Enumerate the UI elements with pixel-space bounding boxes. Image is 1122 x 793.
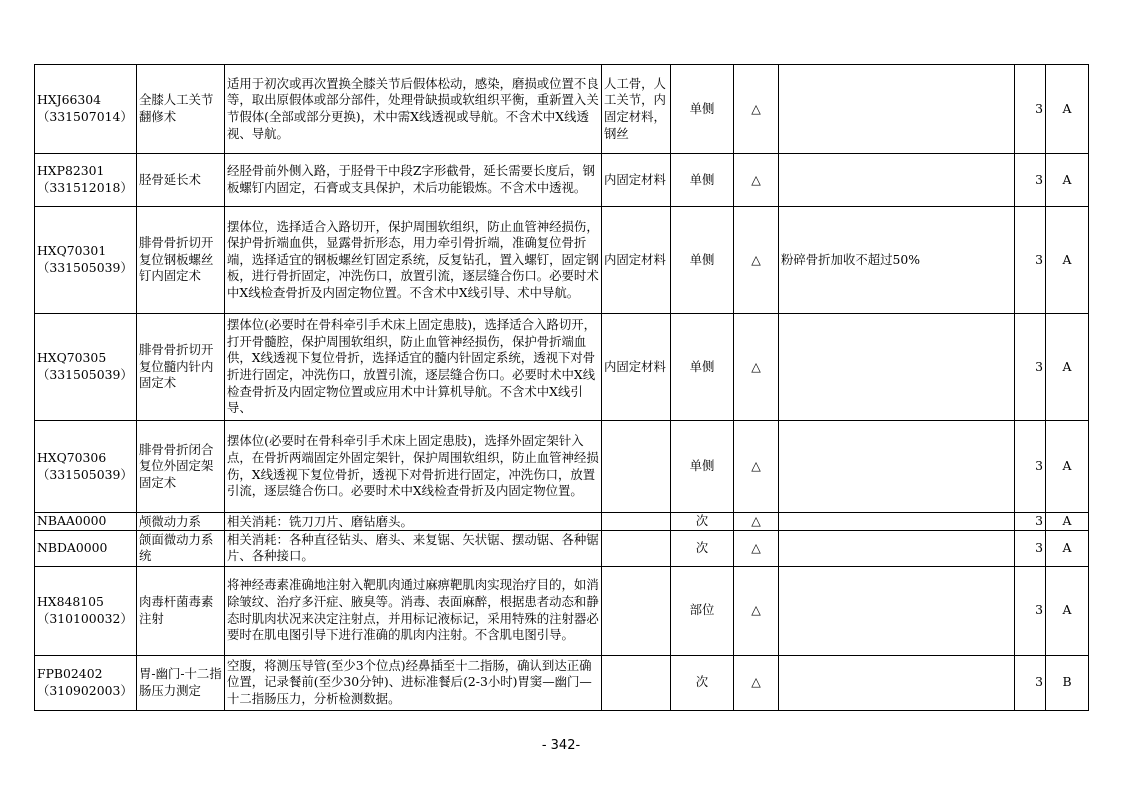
item-unit: 单侧 — [689, 171, 715, 187]
item-code: HXJ66304 — [37, 92, 102, 108]
item-unit: 次 — [695, 539, 709, 555]
unit-cell — [671, 65, 734, 154]
level-cell — [1015, 314, 1046, 421]
item-code: NBAA0000 — [37, 513, 107, 528]
item-description: 摆体位(必要时在骨科牵引手术床上固定患肢)，选择适合入路切开，打开骨髓腔，保护周围软组织，防止血管神经损伤，保护骨折端血供，X线透视下复位骨折，选择适宜的髓内针固定系统，透视下对骨折进行固定，冲洗伤口，放置引流，逐层缝合伤口。必要时术中X线检查骨折及内固定物位置或应用术中计算机导航。不含术中X线引导、 — [227, 317, 596, 416]
item-material: 人工骨，人工关节，内固定材料，钢丝 — [604, 75, 666, 141]
item-material: 内固定材料 — [604, 171, 666, 187]
name-cell — [137, 421, 225, 513]
material-cell — [602, 513, 671, 531]
item-description: 适用于初次或再次置换全膝关节后假体松动，感染，磨损或位置不良等，取出原假体或部分部件，处理骨缺损或软组织平衡，重新置入关节假体(全部或部分更换)，术中需X线透视或导航。不含术中X线透视、导航。 — [227, 75, 599, 141]
item-description: 摆体位(必要时在骨科牵引手术床上固定患肢)，选择外固定架针入点，在骨折两端固定外固定架针，保护周围软组织，防止血管神经损伤，X线透视下复位骨折，透视下对骨折进行固定，冲洗伤口，放置引流，逐层缝合伤口。必要时术中X线检查骨折及内固定物位置。 — [227, 433, 599, 499]
note-cell — [779, 513, 1015, 531]
flag-cell — [734, 207, 779, 314]
note-cell — [779, 207, 1015, 314]
code-cell — [35, 566, 137, 655]
item-level: 3 — [1035, 602, 1043, 618]
table-row — [35, 513, 1089, 531]
item-flag: △ — [751, 358, 761, 374]
class-cell — [1046, 207, 1089, 314]
item-unit: 次 — [695, 513, 709, 528]
code-cell — [35, 513, 137, 531]
level-cell — [1015, 513, 1046, 531]
item-code-sub: （331507014） — [37, 109, 133, 124]
description-cell — [225, 314, 602, 421]
flag-cell — [734, 530, 779, 566]
flag-cell — [734, 314, 779, 421]
item-description: 空腹，将测压导管(至少3个位点)经鼻插至十二指肠，确认到达正确位置，记录餐前(至少30分钟)、进标准餐后(2-3小时)胃窦—幽门—十二指肠压力，分析检测数据。 — [227, 657, 592, 706]
class-cell — [1046, 65, 1089, 154]
item-name: 全膝人工关节翻修术 — [139, 92, 214, 124]
item-class: A — [1062, 513, 1072, 528]
item-level: 3 — [1035, 358, 1043, 374]
item-unit: 单侧 — [689, 100, 715, 116]
item-class: A — [1062, 100, 1072, 116]
item-unit: 单侧 — [689, 251, 715, 267]
flag-cell — [734, 655, 779, 710]
item-code-sub: （331505039） — [37, 367, 133, 382]
unit-cell — [671, 566, 734, 655]
item-level: 3 — [1035, 674, 1043, 690]
item-name: 颌面微动力系统 — [139, 531, 214, 564]
level-cell — [1015, 530, 1046, 566]
unit-cell — [671, 655, 734, 710]
table-row — [35, 566, 1089, 655]
table-row — [35, 154, 1089, 207]
item-name: 颅微动力系 — [139, 513, 201, 529]
level-cell — [1015, 421, 1046, 513]
name-cell — [137, 513, 225, 531]
level-cell — [1015, 566, 1046, 655]
table-row — [35, 207, 1089, 314]
item-description: 将神经毒素准确地注射入靶肌肉通过麻痹靶肌肉实现治疗目的，如消除皱纹、治疗多汗症、腋臭等。消毒、表面麻醉，根据患者动态和静态时肌肉状况来决定注射点，并用标记液标记，采用特殊的注射器必要时在肌电图引导下进行准确的肌肉内注射。不含肌电图引导。 — [227, 577, 599, 643]
item-unit: 次 — [695, 674, 709, 690]
name-cell — [137, 154, 225, 207]
level-cell — [1015, 207, 1046, 314]
class-cell — [1046, 655, 1089, 710]
table-row — [35, 314, 1089, 421]
table-row — [35, 530, 1089, 566]
material-cell — [602, 655, 671, 710]
class-cell — [1046, 513, 1089, 531]
code-cell — [35, 421, 137, 513]
table-row — [35, 65, 1089, 154]
name-cell — [137, 314, 225, 421]
code-cell — [35, 314, 137, 421]
material-cell — [602, 566, 671, 655]
note-cell — [779, 566, 1015, 655]
item-code-sub: （331512018） — [37, 180, 133, 195]
item-code-sub: （331505039） — [37, 466, 133, 482]
level-cell — [1015, 65, 1046, 154]
item-name: 胫骨延长术 — [139, 171, 201, 187]
description-cell — [225, 513, 602, 531]
item-code: HX848105 — [37, 594, 104, 609]
note-cell — [779, 421, 1015, 513]
description-cell — [225, 530, 602, 566]
fee-table — [34, 64, 1089, 711]
unit-cell — [671, 314, 734, 421]
item-code: NBDA0000 — [37, 539, 108, 555]
description-cell — [225, 421, 602, 513]
item-code-sub: （310100032） — [37, 610, 133, 626]
flag-cell — [734, 154, 779, 207]
item-unit: 单侧 — [689, 458, 715, 474]
code-cell — [35, 154, 137, 207]
material-cell — [602, 207, 671, 314]
item-name: 腓骨骨折闭合复位外固定架固定术 — [139, 441, 214, 490]
item-class: A — [1062, 539, 1072, 555]
item-level: 3 — [1035, 539, 1043, 555]
unit-cell — [671, 530, 734, 566]
code-cell — [35, 207, 137, 314]
description-cell — [225, 154, 602, 207]
name-cell — [137, 530, 225, 566]
item-description: 相关消耗：铣刀刀片、磨钻磨头。 — [227, 513, 413, 529]
material-cell — [602, 530, 671, 566]
description-cell — [225, 566, 602, 655]
item-class: A — [1062, 171, 1072, 187]
item-name: 腓骨骨折切开复位髓内针内固定术 — [139, 342, 214, 391]
item-material: 内固定材料 — [604, 358, 666, 374]
note-cell — [779, 655, 1015, 710]
item-code-sub: （310902003） — [37, 682, 133, 698]
item-code: HXQ70306 — [37, 449, 107, 465]
flag-cell — [734, 421, 779, 513]
note-cell — [779, 65, 1015, 154]
table-row — [35, 655, 1089, 710]
item-flag: △ — [751, 602, 761, 618]
name-cell — [137, 65, 225, 154]
class-cell — [1046, 421, 1089, 513]
flag-cell — [734, 566, 779, 655]
table-row — [35, 421, 1089, 513]
item-flag: △ — [751, 251, 761, 267]
item-level: 3 — [1035, 251, 1043, 267]
note-cell — [779, 530, 1015, 566]
item-class: B — [1062, 674, 1072, 690]
item-flag: △ — [751, 513, 761, 528]
material-cell — [602, 314, 671, 421]
note-cell — [779, 314, 1015, 421]
description-cell — [225, 65, 602, 154]
class-cell — [1046, 154, 1089, 207]
item-level: 3 — [1035, 171, 1043, 187]
table-body — [35, 65, 1089, 711]
material-cell — [602, 154, 671, 207]
item-name: 腓骨骨折切开复位钢板螺丝钉内固定术 — [139, 235, 214, 284]
item-material: 内固定材料 — [604, 251, 666, 267]
item-code-sub: （331505039） — [37, 260, 133, 275]
item-code: FPB02402 — [37, 666, 103, 681]
code-cell — [35, 655, 137, 710]
item-class: A — [1062, 458, 1072, 474]
item-unit: 单侧 — [689, 358, 715, 374]
level-cell — [1015, 154, 1046, 207]
level-cell — [1015, 655, 1046, 710]
description-cell — [225, 655, 602, 710]
item-unit: 部位 — [689, 602, 715, 618]
item-class: A — [1062, 358, 1072, 374]
page-number: - 342- — [541, 738, 581, 753]
item-name: 胃-幽门-十二指肠压力测定 — [139, 666, 222, 698]
name-cell — [137, 207, 225, 314]
class-cell — [1046, 566, 1089, 655]
code-cell — [35, 530, 137, 566]
unit-cell — [671, 207, 734, 314]
item-code: HXQ70301 — [37, 243, 107, 259]
item-note: 粉碎骨折加收不超过50% — [781, 251, 921, 267]
item-level: 3 — [1035, 458, 1043, 474]
item-flag: △ — [751, 171, 761, 187]
item-flag: △ — [751, 539, 761, 555]
description-cell — [225, 207, 602, 314]
code-cell — [35, 65, 137, 154]
item-flag: △ — [751, 674, 761, 690]
item-description: 经胫骨前外侧入路，于胫骨干中段Z字形截骨，延长需要长度后，钢板螺钉内固定，石膏或支具保护，术后功能锻炼。不含术中透视。 — [227, 163, 595, 195]
item-level: 3 — [1035, 513, 1043, 528]
item-class: A — [1062, 602, 1072, 618]
name-cell — [137, 566, 225, 655]
material-cell — [602, 65, 671, 154]
item-description: 摆体位，选择适合入路切开，保护周围软组织，防止血管神经损伤，保护骨折端血供，显露骨折形态，用力牵引骨折端，准确复位骨折端，选择适宜的钢板螺丝钉固定系统，反复钻孔，置入螺钉，固定钢板，进行骨折固定，冲洗伤口，放置引流，逐层缝合伤口。必要时术中X线检查骨折及内固定物位置。不含术中X线引导、术中导航。 — [227, 218, 599, 300]
item-level: 3 — [1035, 100, 1043, 116]
note-cell — [779, 154, 1015, 207]
name-cell — [137, 655, 225, 710]
item-flag: △ — [751, 100, 761, 116]
item-flag: △ — [751, 458, 761, 474]
unit-cell — [671, 154, 734, 207]
class-cell — [1046, 530, 1089, 566]
item-code: HXP82301 — [37, 163, 105, 179]
material-cell — [602, 421, 671, 513]
item-code: HXQ70305 — [37, 350, 107, 366]
unit-cell — [671, 421, 734, 513]
item-name: 肉毒杆菌毒素注射 — [139, 594, 214, 626]
flag-cell — [734, 513, 779, 531]
flag-cell — [734, 65, 779, 154]
item-description: 相关消耗：各种直径钻头、磨头、来复锯、矢状锯、摆动锯、各种锯片、各种接口。 — [227, 531, 599, 564]
class-cell — [1046, 314, 1089, 421]
item-class: A — [1062, 251, 1072, 267]
unit-cell — [671, 513, 734, 531]
